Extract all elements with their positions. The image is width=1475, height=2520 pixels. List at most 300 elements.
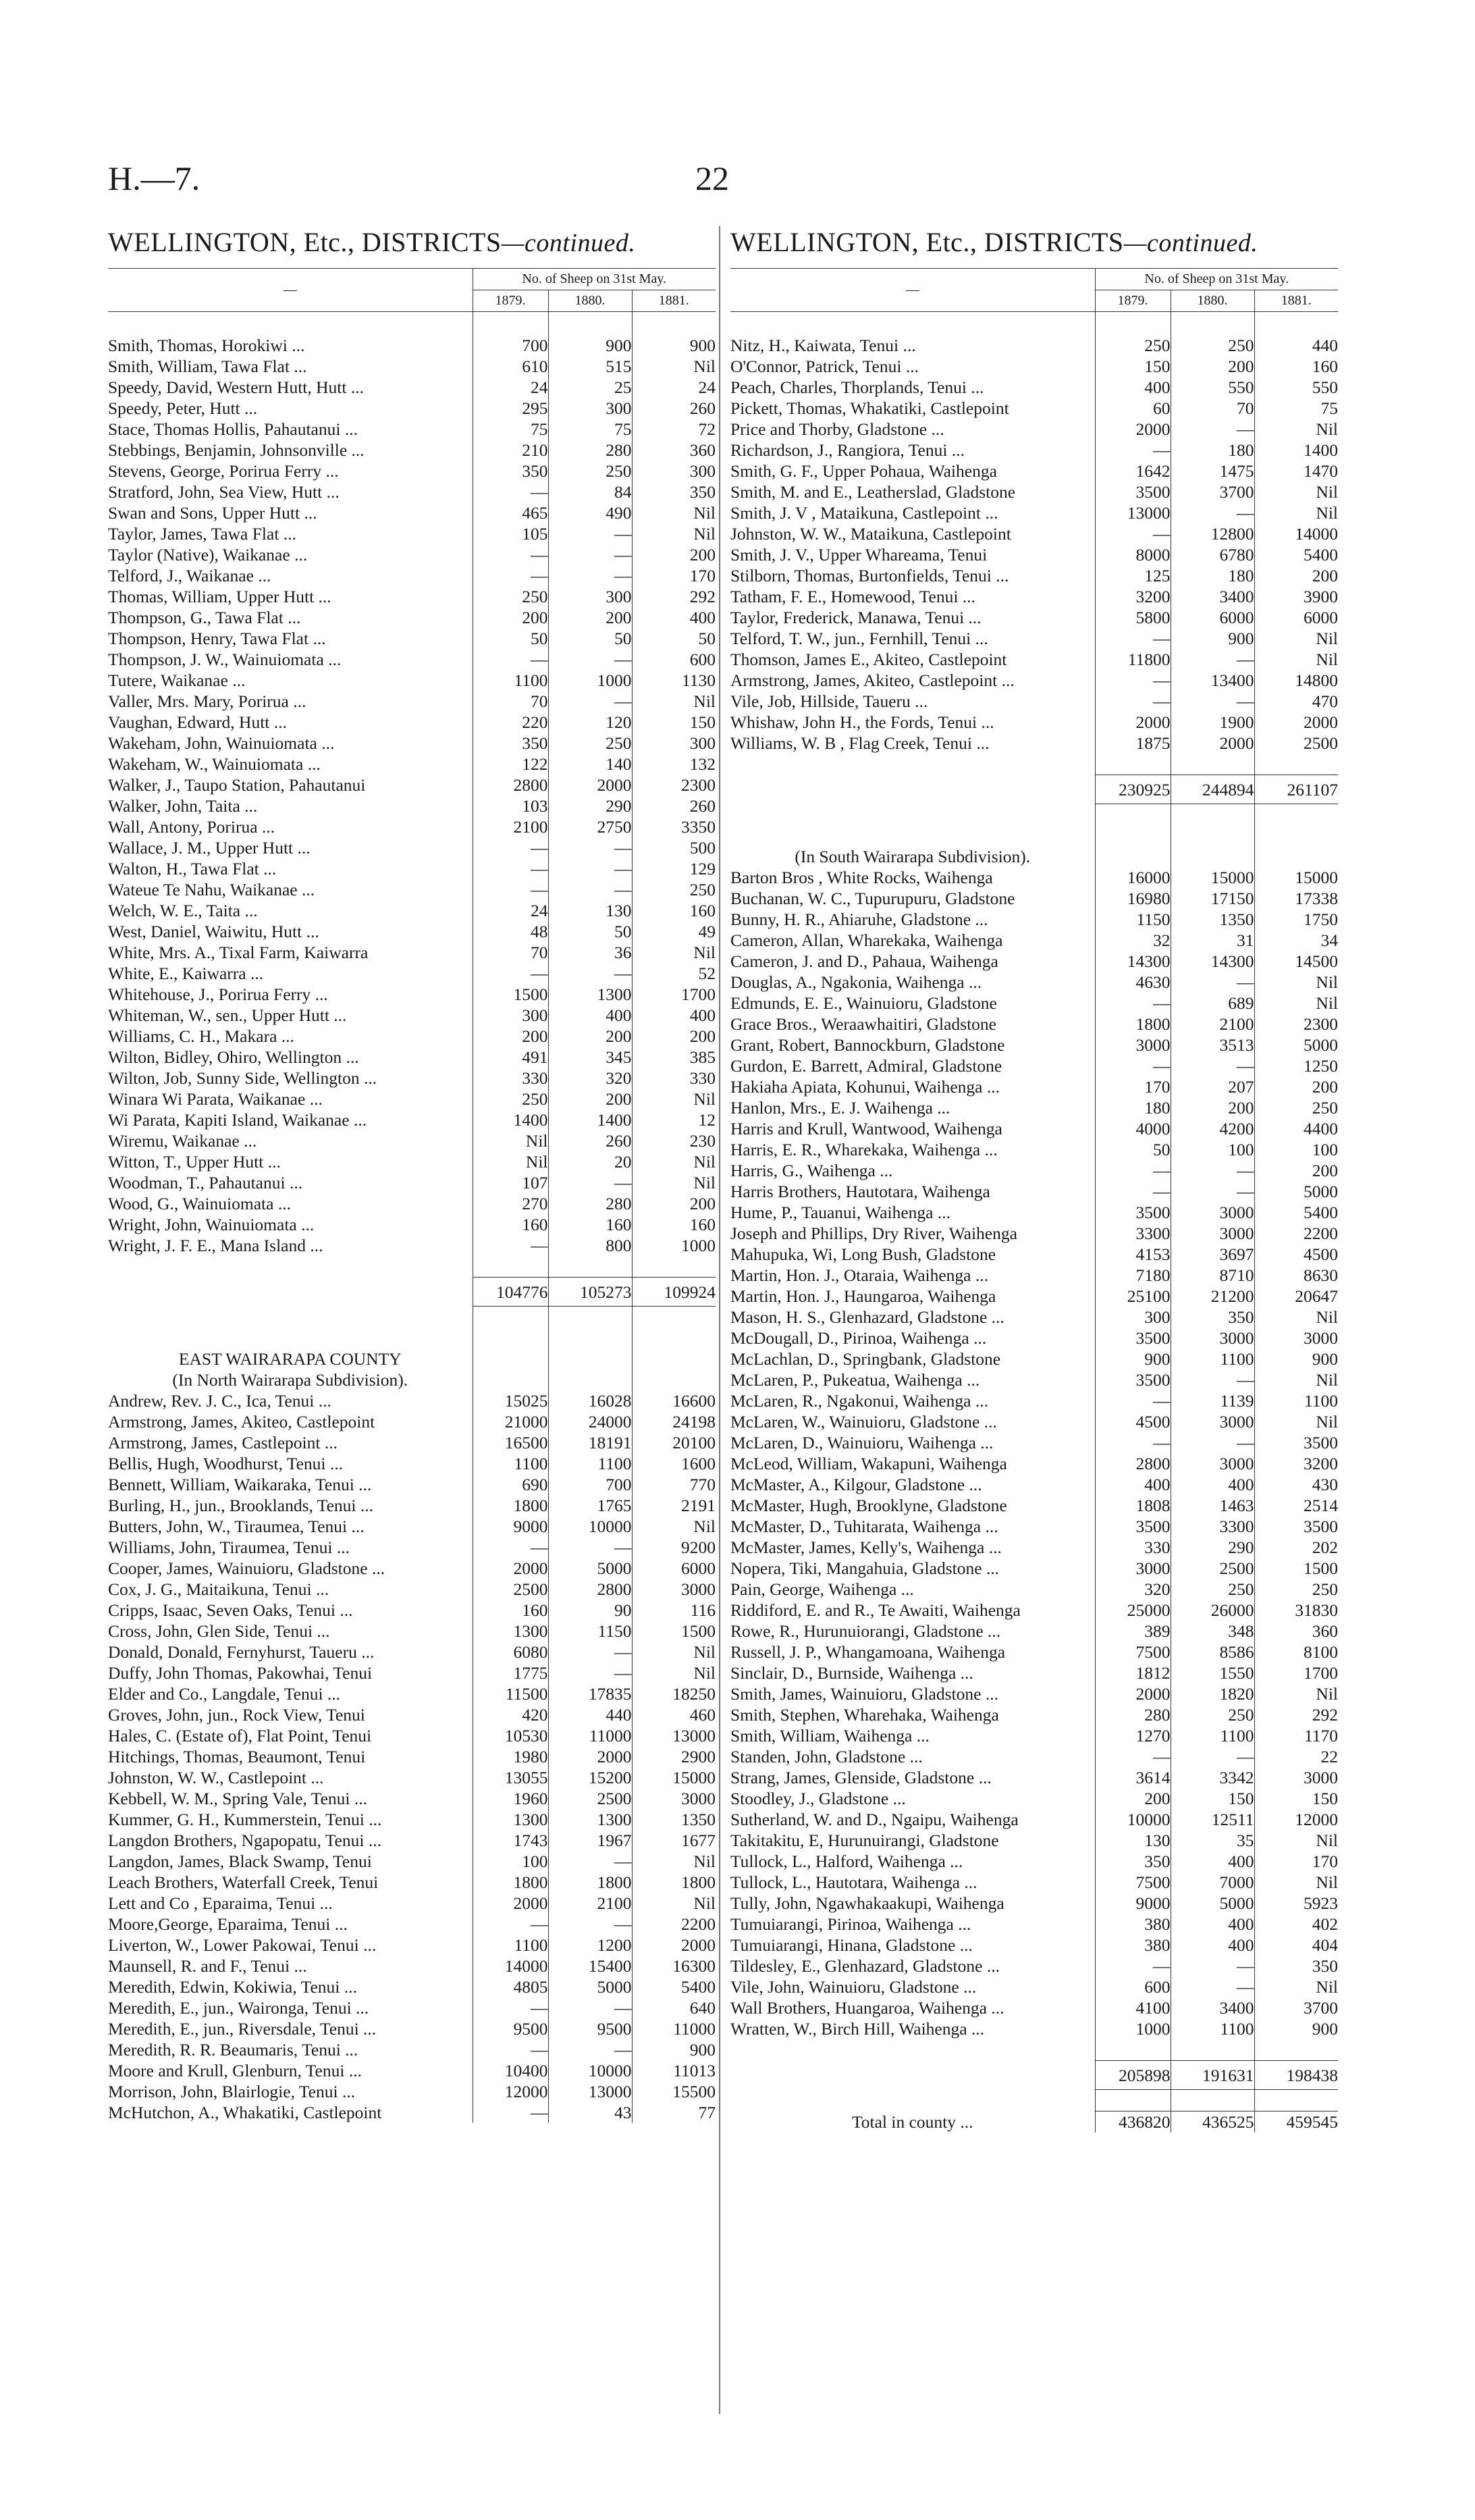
table-row xyxy=(730,1851,1338,1872)
sheep-count: 8586 xyxy=(1171,1642,1254,1662)
sheep-count: — xyxy=(1171,972,1254,993)
table-row xyxy=(108,1495,716,1516)
leader-dots: ... xyxy=(968,608,982,627)
sheep-count: 290 xyxy=(548,795,632,816)
sheep-count: 1000 xyxy=(548,670,632,691)
sheep-count: 4805 xyxy=(473,1976,548,1997)
sheep-count: 1550 xyxy=(1171,1662,1254,1683)
leader-dots: ... xyxy=(321,733,335,753)
table-row xyxy=(730,1328,1338,1348)
sheep-count: 70 xyxy=(1171,398,1254,419)
owner-name-text: Valler, Mrs. Mary, Porirua xyxy=(108,691,289,711)
sheep-count: 200 xyxy=(1171,356,1254,377)
sheep-count: 350 xyxy=(473,733,548,754)
sheep-count: 200 xyxy=(1254,565,1338,586)
sheep-count: — xyxy=(473,2102,548,2123)
sheep-count: — xyxy=(548,544,632,565)
sheep-count: 3000 xyxy=(1254,1328,1338,1348)
sheep-count: Nil xyxy=(632,1151,716,1172)
sheep-count: 250 xyxy=(473,586,548,607)
sheep-count: — xyxy=(548,523,632,544)
leader-dots: ... xyxy=(901,1579,914,1599)
leader-dots: ... xyxy=(951,440,965,460)
sheep-count: — xyxy=(1171,419,1254,440)
table-row xyxy=(730,972,1338,993)
sheep-count: 20 xyxy=(548,1151,632,1172)
owner-name xyxy=(730,1034,1095,1055)
left-column xyxy=(108,226,716,2123)
leader-dots: ... xyxy=(991,1307,1004,1327)
leader-dots: ... xyxy=(985,503,998,523)
report-reference: H.—7. xyxy=(108,159,200,197)
sheep-count: — xyxy=(1095,691,1171,712)
name-column-header: — xyxy=(108,269,473,312)
sheep-count: 24 xyxy=(632,377,716,398)
sheep-count: — xyxy=(1095,440,1171,461)
sheep-count: 3500 xyxy=(1254,1432,1338,1453)
owner-name-text: Rowe, R., Hurunuiorangi, Gladstone xyxy=(730,1621,984,1641)
sheep-count: 400 xyxy=(1095,377,1171,398)
owner-name xyxy=(730,1139,1095,1160)
spacer-cell xyxy=(1095,312,1171,336)
sheep-count: 16000 xyxy=(1095,867,1171,888)
leader-dots: ... xyxy=(324,1433,338,1452)
leader-dots: ... xyxy=(976,733,990,753)
owner-name-text: Kebbell, W. M., Spring Vale, Tenui xyxy=(108,1789,350,1808)
owner-name xyxy=(108,1600,473,1621)
sheep-count: 900 xyxy=(1095,1348,1171,1369)
sheep-count: 330 xyxy=(1095,1537,1171,1558)
owner-name xyxy=(730,712,1095,733)
sheep-count: 200 xyxy=(632,544,716,565)
leader-dots: ... xyxy=(326,482,340,502)
sheep-count: 13000 xyxy=(632,1725,716,1746)
sheep-count: 400 xyxy=(1171,1914,1254,1935)
owner-name xyxy=(730,951,1095,972)
sheep-count: 13000 xyxy=(548,2081,632,2102)
owner-name xyxy=(108,1683,473,1704)
sheep-count: Nil xyxy=(473,1151,548,1172)
sheep-count: 465 xyxy=(473,502,548,523)
owner-name xyxy=(108,1088,473,1109)
sheep-count: 72 xyxy=(632,419,716,440)
sheep-count: 2200 xyxy=(632,1914,716,1935)
sheep-count: 250 xyxy=(1254,1097,1338,1118)
owner-name-text: Williams, John, Tiraumea, Tenui xyxy=(108,1538,333,1557)
leader-dots: ... xyxy=(344,1977,357,1997)
section-heading: EAST WAIRARAPA COUNTY xyxy=(178,1349,402,1369)
leader-dots: ... xyxy=(1001,671,1015,690)
owner-name-text: White, E., Kaiwarra xyxy=(108,964,246,983)
sheep-count: 49 xyxy=(632,921,716,942)
sheep-count: 5000 xyxy=(1254,1034,1338,1055)
owner-name-text: Wilton, Job, Sunny Side, Wellington xyxy=(108,1068,360,1088)
sheep-count: 300 xyxy=(548,398,632,419)
sheep-count: 1875 xyxy=(1095,733,1171,754)
sheep-count: 900 xyxy=(548,335,632,356)
leader-dots: ... xyxy=(937,1203,950,1222)
leader-dots: ... xyxy=(336,1538,350,1557)
sheep-count: 4630 xyxy=(1095,972,1171,993)
sheep-count: 6000 xyxy=(1171,607,1254,628)
table-row xyxy=(108,607,716,628)
right-column xyxy=(730,226,1338,2132)
empty-cell xyxy=(473,1348,548,1369)
owner-name-text: Witton, T., Upper Hutt xyxy=(108,1152,264,1172)
owner-name-text: Swan and Sons, Upper Hutt xyxy=(108,503,300,523)
sheep-count: 350 xyxy=(1171,1307,1254,1328)
leader-dots: ... xyxy=(960,1663,973,1683)
owner-name xyxy=(730,1181,1095,1202)
table-row xyxy=(730,1453,1338,1474)
table-row xyxy=(730,1055,1338,1076)
leader-dots: ... xyxy=(351,1517,365,1536)
sheep-count: 250 xyxy=(1095,335,1171,356)
table-row xyxy=(108,712,716,733)
table-row xyxy=(108,1151,716,1172)
sheep-count: 10000 xyxy=(548,1516,632,1537)
sheep-count: 1150 xyxy=(548,1621,632,1642)
owner-name xyxy=(108,816,473,837)
owner-name xyxy=(730,909,1095,930)
sheep-count: — xyxy=(1095,1390,1171,1411)
leader-dots: ... xyxy=(931,419,944,439)
sheep-count: Nil xyxy=(632,1088,716,1109)
owner-name xyxy=(108,1390,473,1411)
sheep-count: 160 xyxy=(548,1214,632,1235)
table-row xyxy=(108,858,716,879)
table-row xyxy=(108,1935,716,1955)
sheep-count: 1800 xyxy=(548,1872,632,1893)
empty-cell xyxy=(1254,754,1338,775)
table-row xyxy=(108,2060,716,2081)
sheep-count: — xyxy=(473,1235,548,1256)
owner-name-text: Meredith, E., jun., Riversdale, Tenui xyxy=(108,2019,359,2039)
sheep-count: 75 xyxy=(1254,398,1338,419)
table-row xyxy=(108,1235,716,1256)
table-row xyxy=(108,398,716,419)
sheep-count: 1765 xyxy=(548,1495,632,1516)
sheep-count: 2500 xyxy=(1171,1558,1254,1579)
leader-dots: ... xyxy=(294,1956,307,1976)
owner-name-text: McDougall, D., Pirinoa, Waihenga xyxy=(730,1328,969,1348)
sheep-count: 5400 xyxy=(1254,1202,1338,1223)
owner-name xyxy=(730,1997,1095,2018)
table-row xyxy=(108,1130,716,1151)
sheep-count: 5000 xyxy=(548,1976,632,1997)
owner-name-text: Telford, T. W., jun., Fernhill, Tenui xyxy=(730,629,971,648)
leader-dots: ... xyxy=(346,1047,359,1067)
leader-dots: ... xyxy=(969,972,982,992)
grand-total-value: 459545 xyxy=(1254,2111,1338,2133)
empty-cell xyxy=(1095,846,1171,867)
sheep-count: 77 xyxy=(632,2102,716,2123)
owner-name-text: McMaster, James, Kelly's, Waihenga xyxy=(730,1538,985,1557)
owner-name-text: White, Mrs. A., Tixal Farm, Kaiwarra xyxy=(108,943,369,962)
sheep-count: 150 xyxy=(1171,1788,1254,1809)
sheep-count: 1900 xyxy=(1171,712,1254,733)
owner-name xyxy=(730,1935,1095,1955)
sheep-count: 130 xyxy=(548,900,632,921)
leader-dots: ... xyxy=(340,1600,353,1620)
sheep-count: 3513 xyxy=(1171,1034,1254,1055)
sheep-count: 490 xyxy=(548,502,632,523)
sheep-count: — xyxy=(1095,1432,1171,1453)
sheep-count: 50 xyxy=(548,921,632,942)
table-row xyxy=(730,1516,1338,1537)
sheep-count: 600 xyxy=(632,649,716,670)
owner-name xyxy=(108,879,473,900)
table-row xyxy=(730,1704,1338,1725)
owner-name-text: Cripps, Isaac, Seven Oaks, Tenui xyxy=(108,1600,336,1620)
leader-dots: ... xyxy=(294,545,308,565)
owner-name-text: Wiremu, Waikanae xyxy=(108,1131,240,1151)
owner-name-text: Pickett, Thomas, Whakatiki, Castlepoint xyxy=(730,398,1009,418)
sheep-count: — xyxy=(1171,1160,1254,1181)
empty-cell xyxy=(1171,804,1254,826)
empty-cell xyxy=(730,2061,1095,2090)
sheep-count: 52 xyxy=(632,963,716,984)
sheep-count: 16500 xyxy=(473,1432,548,1453)
owner-name-text: Smith, Stephen, Wharehaka, Waihenga xyxy=(730,1705,999,1725)
sheep-count: — xyxy=(1171,1181,1254,1202)
sheep-count: 11013 xyxy=(632,2060,716,2081)
sheep-count: — xyxy=(1095,1181,1171,1202)
leader-dots: ... xyxy=(973,1328,987,1348)
sheep-count: 125 xyxy=(1095,565,1171,586)
leader-dots: ... xyxy=(991,1998,1004,2018)
owner-name-text: Wallace, J. M., Upper Hutt xyxy=(108,838,294,858)
sheep-count: 2100 xyxy=(548,1893,632,1914)
owner-name-text: Strang, James, Glenside, Gladstone xyxy=(730,1768,975,1787)
sheep-count: 280 xyxy=(1095,1704,1171,1725)
empty-cell xyxy=(108,1307,473,1328)
owner-name-text: Standen, John, Gladstone xyxy=(730,1747,906,1766)
sheep-count: 1400 xyxy=(473,1109,548,1130)
sheep-count: 250 xyxy=(1171,1579,1254,1600)
table-row xyxy=(108,900,716,921)
sheep-count: 7500 xyxy=(1095,1642,1171,1662)
sheep-count: — xyxy=(1095,1055,1171,1076)
table-row xyxy=(730,888,1338,909)
sheep-count: — xyxy=(1095,628,1171,649)
owner-name xyxy=(730,1516,1095,1537)
owner-name xyxy=(108,1235,473,1256)
owner-name xyxy=(108,1047,473,1068)
empty-cell xyxy=(1171,825,1254,846)
owner-name xyxy=(108,1830,473,1851)
owner-name xyxy=(730,419,1095,440)
sheep-count: 10400 xyxy=(473,2060,548,2081)
owner-name-text: Douglas, A., Ngakonia, Waihenga xyxy=(730,972,965,992)
owner-name xyxy=(730,1432,1095,1453)
owner-name xyxy=(730,1265,1095,1286)
leader-dots: ... xyxy=(315,985,328,1004)
sheep-count: 420 xyxy=(473,1704,548,1725)
sheep-count: — xyxy=(1171,1955,1254,1976)
sheep-count: 3614 xyxy=(1095,1767,1171,1788)
column-title-continued: —continued. xyxy=(1123,229,1258,257)
sheep-count: 5000 xyxy=(1171,1893,1254,1914)
table-row xyxy=(108,1851,716,1872)
owner-name-text: Taylor, Frederick, Manawa, Tenui xyxy=(730,608,965,627)
sheep-count: 1800 xyxy=(473,1872,548,1893)
owner-name-text: Joseph and Phillips, Dry River, Waihenga xyxy=(730,1224,1017,1243)
owner-name xyxy=(730,670,1095,691)
sheep-count: 320 xyxy=(548,1068,632,1088)
sheep-count: 1960 xyxy=(473,1788,548,1809)
owner-name-text: Meredith, R. R. Beaumaris, Tenui xyxy=(108,2040,341,2059)
owner-name-text: Langdon Brothers, Ngapopatu, Tenui xyxy=(108,1831,365,1850)
owner-name xyxy=(730,1642,1095,1662)
table-row xyxy=(108,1214,716,1235)
owner-name xyxy=(730,993,1095,1014)
sheep-count: 292 xyxy=(632,586,716,607)
owner-name-text: Cooper, James, Wainuioru, Gladstone xyxy=(108,1558,368,1578)
sheep-count: Nil xyxy=(1254,1307,1338,1328)
owner-name-text: Cross, John, Glen Side, Tenui xyxy=(108,1621,313,1641)
sheep-count: 280 xyxy=(548,440,632,461)
sheep-count: 3697 xyxy=(1171,1244,1254,1265)
sheep-count: 3200 xyxy=(1254,1453,1338,1474)
table-row xyxy=(108,649,716,670)
owner-name xyxy=(730,1767,1095,1788)
sheep-count: 4500 xyxy=(1254,1244,1338,1265)
owner-name-text: Donald, Donald, Fernyhurst, Taueru xyxy=(108,1642,357,1662)
owner-name xyxy=(730,1955,1095,1976)
leader-dots: ... xyxy=(281,1026,294,1046)
sheep-count: 385 xyxy=(632,1047,716,1068)
sheep-count: 250 xyxy=(548,461,632,481)
owner-name xyxy=(108,1662,473,1683)
leader-dots: ... xyxy=(996,566,1009,585)
owner-name-text: Wright, J. F. E., Mana Island xyxy=(108,1236,306,1255)
sheep-count: — xyxy=(548,1172,632,1193)
subtotal-value: 205898 xyxy=(1095,2061,1171,2090)
sheep-count: 3500 xyxy=(1095,481,1171,502)
owner-name xyxy=(730,867,1095,888)
sheep-count: — xyxy=(548,858,632,879)
owner-name-text: Speedy, Peter, Hutt xyxy=(108,398,240,418)
table-row xyxy=(730,1642,1338,1662)
table-row xyxy=(108,1579,716,1600)
owner-name xyxy=(108,1809,473,1830)
sheep-count: 1300 xyxy=(473,1621,548,1642)
owner-name-text: Tullock, L., Halford, Waihenga xyxy=(730,1852,946,1871)
table-row xyxy=(730,1411,1338,1432)
leader-dots: ... xyxy=(988,1621,1001,1641)
owner-name xyxy=(730,1202,1095,1223)
table-row xyxy=(730,1265,1338,1286)
owner-name-text: Vile, Job, Hillside, Taueru xyxy=(730,691,911,711)
subtotal-value: 198438 xyxy=(1254,2061,1338,2090)
sheep-count: 3000 xyxy=(1095,1558,1171,1579)
subtotal-value: 105273 xyxy=(548,1278,632,1307)
empty-cell xyxy=(730,804,1095,826)
sheep-count: 260 xyxy=(632,398,716,419)
leader-dots: ... xyxy=(937,1098,950,1118)
table-row xyxy=(108,1662,716,1683)
year-header: 1879. xyxy=(1095,290,1171,312)
blank-row xyxy=(730,804,1338,826)
table-row xyxy=(730,1348,1338,1369)
sheep-count: 3700 xyxy=(1254,1997,1338,2018)
owner-name xyxy=(108,1214,473,1235)
table-row xyxy=(730,1202,1338,1223)
sheep-count: 8000 xyxy=(1095,544,1171,565)
sheep-count: 1200 xyxy=(548,1935,632,1955)
sheep-count: 210 xyxy=(473,440,548,461)
sheep-count: Nil xyxy=(1254,993,1338,1014)
sheep-count: 25100 xyxy=(1095,1286,1171,1307)
sheep-count: 350 xyxy=(473,461,548,481)
owner-name-text: Tildesley, E., Glenhazard, Gladstone xyxy=(730,1956,983,1976)
table-row xyxy=(108,377,716,398)
owner-name-text: Price and Thorby, Gladstone xyxy=(730,419,928,439)
sheep-count: 14800 xyxy=(1254,670,1338,691)
sheep-count: 12 xyxy=(632,1109,716,1130)
owner-name-text: Tumuiarangi, Hinana, Gladstone xyxy=(730,1935,956,1955)
owner-name-text: Bennett, William, Waikaraka, Tenui xyxy=(108,1475,354,1494)
sheep-count: 400 xyxy=(548,1005,632,1026)
sheep-count: 3500 xyxy=(1095,1328,1171,1348)
sheep-count: 2800 xyxy=(548,1579,632,1600)
owner-name xyxy=(730,461,1095,481)
table-row xyxy=(108,984,716,1005)
sheep-count: — xyxy=(548,1662,632,1683)
table-row xyxy=(730,1390,1338,1411)
table-row xyxy=(730,1976,1338,1997)
sheep-count: — xyxy=(1095,993,1171,1014)
owner-name-text: Stace, Thomas Hollis, Pahautanui xyxy=(108,419,341,439)
owner-name xyxy=(108,586,473,607)
owner-name xyxy=(730,398,1095,419)
sheep-count: 295 xyxy=(473,398,548,419)
leader-dots: ... xyxy=(958,1914,971,1934)
sheep-count: 107 xyxy=(473,1172,548,1193)
leader-dots: ... xyxy=(986,1077,1000,1097)
leader-dots: ... xyxy=(916,1726,930,1745)
owner-name xyxy=(108,1516,473,1537)
owner-name xyxy=(730,649,1095,670)
table-row xyxy=(108,628,716,649)
sheep-count: 1130 xyxy=(632,670,716,691)
owner-name xyxy=(108,2081,473,2102)
sheep-count: 300 xyxy=(632,461,716,481)
owner-name xyxy=(108,1193,473,1214)
sheep-count: 2100 xyxy=(473,816,548,837)
empty-cell xyxy=(548,1328,632,1348)
owner-name xyxy=(108,691,473,712)
leader-dots: ... xyxy=(354,1789,368,1808)
owner-name-text: Walton, H., Tawa Flat xyxy=(108,859,259,878)
owner-name xyxy=(730,1976,1095,1997)
table-row xyxy=(108,1005,716,1026)
table-row xyxy=(730,993,1338,1014)
leader-dots: ... xyxy=(903,336,916,355)
sheep-count: 25000 xyxy=(1095,1600,1171,1621)
table-row xyxy=(730,1997,1338,2018)
leader-dots: ... xyxy=(292,336,305,355)
sheep-count: 2000 xyxy=(632,1935,716,1955)
sheep-count: 6000 xyxy=(1254,607,1338,628)
empty-cell xyxy=(1254,825,1338,846)
leader-dots: ... xyxy=(905,357,919,376)
sheep-count: 48 xyxy=(473,921,548,942)
owner-name xyxy=(108,1767,473,1788)
table-row xyxy=(730,1809,1338,1830)
owner-name-text: Total in county xyxy=(851,2111,957,2132)
